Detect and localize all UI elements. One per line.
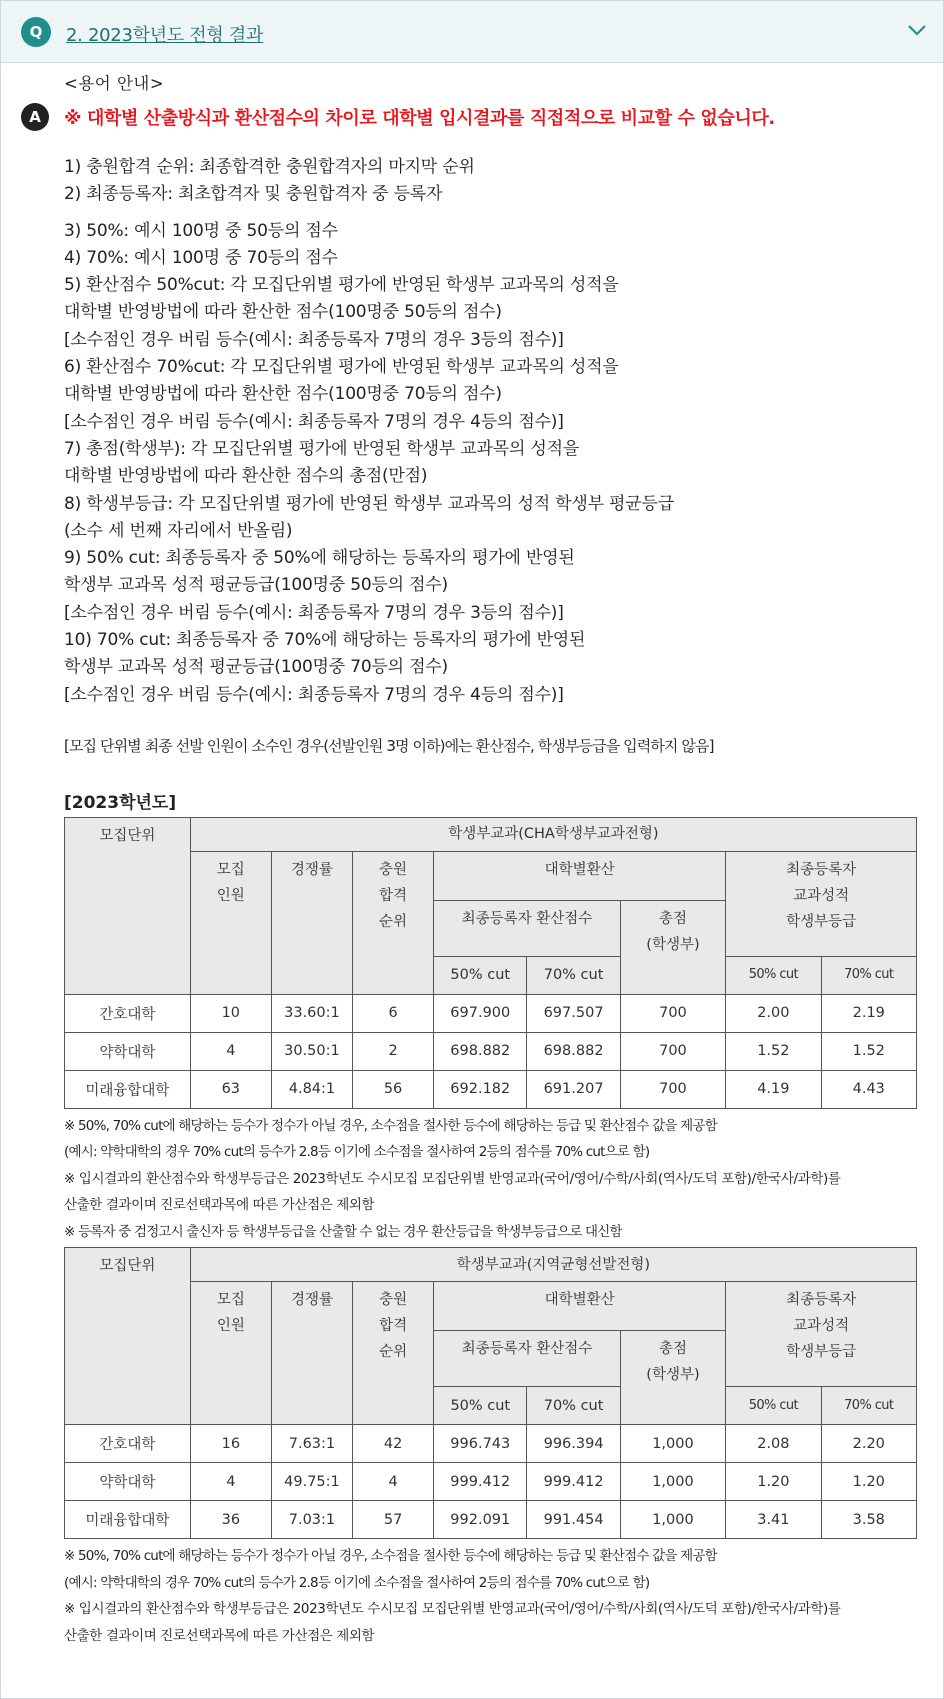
answer-content (64, 70, 924, 1651)
term-line: 2) 최종등록자: 최초합격자 및 충원합격자 중 등록자 (64, 184, 443, 205)
cell-grade50: 1.52 (726, 1032, 821, 1070)
cell-recruit: 16 (190, 1425, 271, 1463)
cell-recruit: 10 (190, 994, 271, 1032)
cell-competition: 7.03:1 (271, 1501, 352, 1539)
term-line: 대학별 반영방법에 따라 환산한 점수(100명중 70등의 점수) (64, 384, 502, 405)
cell-grade70: 3.58 (821, 1501, 916, 1539)
header-grade-cut50: 50% cut (726, 1387, 821, 1425)
term-line: [소수점인 경우 버림 등수(예시: 최종등록자 7명의 경우 4등의 점수)] (64, 411, 564, 432)
cell-waitlist: 4 (353, 1463, 434, 1501)
header-cut70: 70% cut (527, 956, 620, 994)
cell-unit: 약학대학 (65, 1463, 191, 1501)
cell-total: 1,000 (620, 1501, 725, 1539)
cell-grade70: 4.43 (821, 1070, 916, 1108)
term-line: 10) 70% cut: 최종등록자 중 70%에 해당하는 등록자의 평가에 반영된 (64, 630, 586, 651)
term-line: 5) 환산점수 50%cut: 각 모집단위별 평가에 반영된 학생부 교과목의 성적을 (64, 275, 619, 296)
table-row (65, 1032, 917, 1070)
cell-recruit: 4 (190, 1463, 271, 1501)
cell-unit: 약학대학 (65, 1032, 191, 1070)
note-line: ※ 50%, 70% cut에 해당하는 등수가 정수가 아닐 경우, 소수점을 절사한 등수에 해당하는 등급 및 환산점수 값을 제공함 (64, 1117, 717, 1134)
term-line: [소수점인 경우 버림 등수(예시: 최종등록자 7명의 경우 4등의 점수)] (64, 684, 564, 705)
header-recruit: 모집 인원 (190, 1282, 271, 1425)
results-table-cha (64, 817, 917, 1109)
term-line: 7) 총점(학생부): 각 모집단위별 평가에 반영된 학생부 교과목의 성적을 (64, 438, 580, 459)
question-badge: Q (21, 17, 51, 47)
question-title[interactable]: 2. 2023학년도 전형 결과 (66, 25, 264, 46)
table-title: 학생부교과(CHA학생부교과전형) (190, 817, 916, 851)
terms-list (64, 154, 924, 709)
cell-grade70: 2.20 (821, 1425, 916, 1463)
cell-score50: 698.882 (434, 1032, 527, 1070)
term-line: 3) 50%: 예시 100명 중 50등의 점수 (64, 220, 338, 241)
term-line: [소수점인 경우 버림 등수(예시: 최종등록자 7명의 경우 3등의 점수)] (64, 602, 564, 623)
cell-competition: 49.75:1 (271, 1463, 352, 1501)
input-note: [모집 단위별 최종 선발 인원이 소수인 경우(선발인원 3명 이하)에는 환산점수, 학생부등급을 입력하지 않음] (64, 736, 714, 755)
cell-score70: 999.412 (527, 1463, 620, 1501)
table-row (65, 994, 917, 1032)
cell-waitlist: 2 (353, 1032, 434, 1070)
cell-score50: 697.900 (434, 994, 527, 1032)
cell-grade50: 1.20 (726, 1463, 821, 1501)
cell-unit: 간호대학 (65, 1425, 191, 1463)
cell-score50: 992.091 (434, 1501, 527, 1539)
answer-badge: A (21, 103, 49, 131)
cell-score50: 692.182 (434, 1070, 527, 1108)
table-notes (64, 1113, 924, 1246)
term-line: [소수점인 경우 버림 등수(예시: 최종등록자 7명의 경우 3등의 점수)] (64, 329, 564, 350)
cell-score70: 991.454 (527, 1501, 620, 1539)
table-row (65, 1070, 917, 1108)
header-grade-cut70: 70% cut (821, 956, 916, 994)
term-line: 학생부 교과목 성적 평균등급(100명중 50등의 점수) (64, 575, 448, 596)
cell-waitlist: 57 (353, 1501, 434, 1539)
term-line: 대학별 반영방법에 따라 환산한 점수의 총점(만점) (64, 466, 428, 487)
term-line: 6) 환산점수 70%cut: 각 모집단위별 평가에 반영된 학생부 교과목의 성적을 (64, 357, 619, 378)
header-final-grade: 최종등록자 교과성적 학생부등급 (726, 851, 917, 956)
cell-recruit: 36 (190, 1501, 271, 1539)
header-univ-conversion: 대학별환산 (434, 851, 726, 900)
cell-grade50: 4.19 (726, 1070, 821, 1108)
header-final-score: 최종등록자 환산점수 (434, 900, 621, 956)
cell-score50: 996.743 (434, 1425, 527, 1463)
note-line: 산출한 결과이며 진로선택과목에 따른 가산점은 제외함 (64, 1627, 375, 1644)
term-line: (소수 세 번째 자리에서 반올림) (64, 520, 293, 541)
cell-score70: 996.394 (527, 1425, 620, 1463)
cell-unit: 미래융합대학 (65, 1501, 191, 1539)
header-competition: 경쟁률 (271, 851, 352, 994)
year-title: [2023학년도] (64, 792, 177, 813)
header-competition: 경쟁률 (271, 1282, 352, 1425)
term-line: 1) 충원합격 순위: 최종합격한 충원합격자의 마지막 순위 (64, 157, 475, 177)
term-line: 8) 학생부등급: 각 모집단위별 평가에 반영된 학생부 교과목의 성적 학생부 평균등급 (64, 493, 674, 514)
cell-competition: 4.84:1 (271, 1070, 352, 1108)
cell-waitlist: 56 (353, 1070, 434, 1108)
cell-competition: 33.60:1 (271, 994, 352, 1032)
note-line: 산출한 결과이며 진로선택과목에 따른 가산점은 제외함 (64, 1197, 375, 1214)
results-table-regional (64, 1247, 917, 1539)
header-final-score: 최종등록자 환산점수 (434, 1331, 621, 1387)
cell-waitlist: 42 (353, 1425, 434, 1463)
cell-unit: 간호대학 (65, 994, 191, 1032)
header-cut50: 50% cut (434, 1387, 527, 1425)
chevron-down-icon[interactable] (907, 23, 927, 37)
table-row (65, 1463, 917, 1501)
header-unit: 모집단위 (65, 1248, 191, 1425)
header-total: 총점 (학생부) (620, 900, 725, 994)
cell-competition: 30.50:1 (271, 1032, 352, 1070)
header-total: 총점 (학생부) (620, 1331, 725, 1425)
cell-competition: 7.63:1 (271, 1425, 352, 1463)
table-notes (64, 1543, 924, 1649)
header-grade-cut50: 50% cut (726, 956, 821, 994)
header-unit: 모집단위 (65, 817, 191, 994)
question-header[interactable] (1, 1, 943, 63)
cell-grade50: 2.08 (726, 1425, 821, 1463)
header-cut50: 50% cut (434, 956, 527, 994)
term-line: 9) 50% cut: 최종등록자 중 50%에 해당하는 등록자의 평가에 반영된 (64, 548, 575, 569)
cell-score70: 691.207 (527, 1070, 620, 1108)
cell-grade50: 2.00 (726, 994, 821, 1032)
cell-grade70: 1.52 (821, 1032, 916, 1070)
guide-title: <용어 안내> (64, 74, 165, 93)
term-line: 4) 70%: 예시 100명 중 70등의 점수 (64, 247, 338, 268)
term-line: 학생부 교과목 성적 평균등급(100명중 70등의 점수) (64, 657, 448, 678)
cell-total: 700 (620, 1032, 725, 1070)
cell-grade70: 1.20 (821, 1463, 916, 1501)
cell-recruit: 4 (190, 1032, 271, 1070)
note-line: ※ 50%, 70% cut에 해당하는 등수가 정수가 아닐 경우, 소수점을 절사한 등수에 해당하는 등급 및 환산점수 값을 제공함 (64, 1548, 717, 1565)
note-line: ※ 등록자 중 검정고시 출신자 등 학생부등급을 산출할 수 없는 경우 환산등급을 학생부등급으로 대신함 (64, 1223, 622, 1240)
table-title: 학생부교과(지역균형선발전형) (190, 1248, 916, 1282)
table-row (65, 1501, 917, 1539)
header-waitlist: 충원 합격 순위 (353, 851, 434, 994)
cell-waitlist: 6 (353, 994, 434, 1032)
warning-text: ※ 대학별 산출방식과 환산점수의 차이로 대학별 입시결과를 직접적으로 비교할 수 없습니다. (64, 108, 775, 129)
cell-score50: 999.412 (434, 1463, 527, 1501)
header-grade-cut70: 70% cut (821, 1387, 916, 1425)
header-cut70: 70% cut (527, 1387, 620, 1425)
cell-total: 1,000 (620, 1425, 725, 1463)
cell-grade50: 3.41 (726, 1501, 821, 1539)
note-line: ※ 입시결과의 환산점수와 학생부등급은 2023학년도 수시모집 모집단위별 반영교과(국어/영어/수학/사회(역사/도덕 포함)/한국사/과학)를 (64, 1170, 841, 1187)
cell-total: 700 (620, 1070, 725, 1108)
cell-score70: 698.882 (527, 1032, 620, 1070)
note-line: ※ 입시결과의 환산점수와 학생부등급은 2023학년도 수시모집 모집단위별 반영교과(국어/영어/수학/사회(역사/도덕 포함)/한국사/과학)를 (64, 1601, 841, 1618)
cell-recruit: 63 (190, 1070, 271, 1108)
cell-total: 1,000 (620, 1463, 725, 1501)
cell-unit: 미래융합대학 (65, 1070, 191, 1108)
cell-total: 700 (620, 994, 725, 1032)
header-univ-conversion: 대학별환산 (434, 1282, 726, 1331)
table-row (65, 1425, 917, 1463)
header-waitlist: 충원 합격 순위 (353, 1282, 434, 1425)
cell-grade70: 2.19 (821, 994, 916, 1032)
term-line: 대학별 반영방법에 따라 환산한 점수(100명중 50등의 점수) (64, 302, 502, 323)
cell-score70: 697.507 (527, 994, 620, 1032)
note-line: (예시: 약학대학의 경우 70% cut의 등수가 2.8등 이기에 소수점을 절사하여 2등의 점수를 70% cut으로 함) (64, 1574, 650, 1591)
header-recruit: 모집 인원 (190, 851, 271, 994)
header-final-grade: 최종등록자 교과성적 학생부등급 (726, 1282, 917, 1387)
note-line: (예시: 약학대학의 경우 70% cut의 등수가 2.8등 이기에 소수점을 절사하여 2등의 점수를 70% cut으로 함) (64, 1144, 650, 1161)
